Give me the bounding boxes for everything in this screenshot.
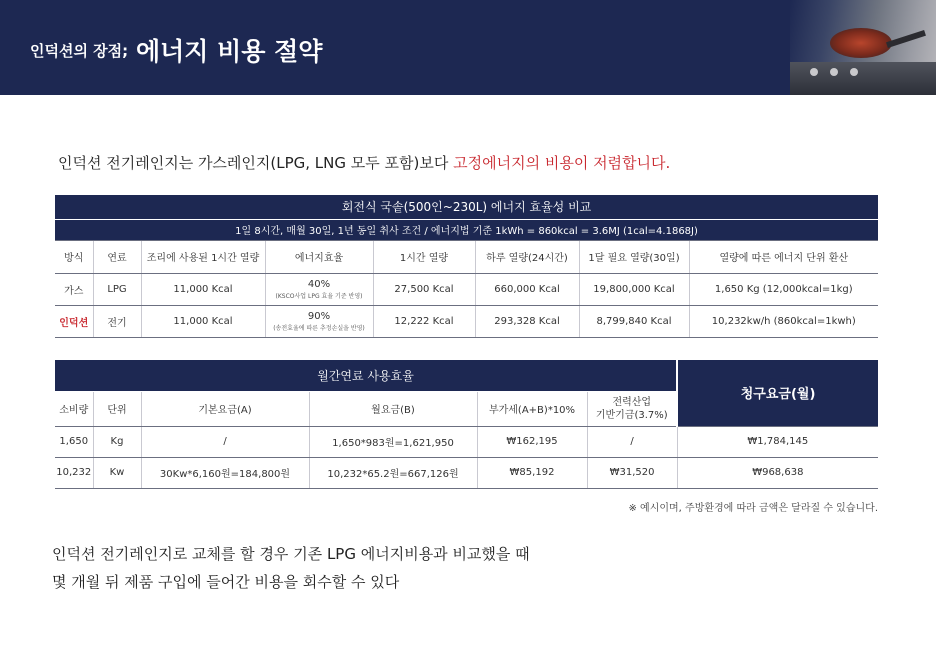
bill-cell: ₩1,784,145	[677, 426, 878, 457]
month-heat-cell: 19,800,000 Kcal	[579, 273, 689, 305]
column-header: 조리에 사용된 1시간 열량	[141, 240, 265, 273]
efficiency-cell	[265, 305, 373, 337]
efficiency-cell	[265, 273, 373, 305]
fuel-cell: 전기	[93, 305, 141, 337]
heat-used-cell: 11,000 Kcal	[141, 305, 265, 337]
column-header: 연료	[93, 240, 141, 273]
intro-highlight: 고정에너지의 비용이 저렴합니다.	[453, 154, 671, 172]
heat-used-cell: 11,000 Kcal	[141, 273, 265, 305]
column-header: 단위	[93, 391, 141, 426]
closing-line: 인덕션 전기레인지로 교체를 할 경우 기존 LPG 에너지비용과 비교했을 때	[52, 545, 530, 563]
usage-cell: 10,232	[55, 457, 93, 488]
column-header: 월요금(B)	[309, 391, 477, 426]
column-header: 전력산업 기반기금(3.7%)	[587, 391, 677, 426]
monthly-fee-cell: 1,650*983원=1,621,950	[309, 426, 477, 457]
knob-icon	[850, 68, 858, 76]
column-header: 방식	[55, 240, 93, 273]
energy-efficiency-table	[55, 195, 878, 338]
efficiency-value: 90%	[307, 310, 331, 322]
monthly-fuel-table	[55, 360, 878, 489]
knob-icon	[830, 68, 838, 76]
usage-cell: 1,650	[55, 426, 93, 457]
bill-cell: ₩968,638	[677, 457, 878, 488]
table1-title: 회전식 국솥(500인~230L) 에너지 효율성 비교	[55, 195, 878, 219]
day-heat-cell: 660,000 Kcal	[475, 273, 579, 305]
fund-cell: ₩31,520	[587, 457, 677, 488]
knob-icon	[810, 68, 818, 76]
column-header: 소비량	[55, 391, 93, 426]
pan-handle-image	[886, 30, 926, 48]
kitchen-photo	[790, 0, 936, 95]
efficiency-value: 40%	[307, 278, 331, 290]
column-header: 기본요금(A)	[141, 391, 309, 426]
table-row	[55, 273, 878, 305]
base-fee-cell: /	[141, 426, 309, 457]
column-header: 에너지효율	[265, 240, 373, 273]
bill-header: 청구요금(월)	[677, 360, 878, 426]
table-row	[55, 305, 878, 337]
table-row	[55, 457, 878, 488]
closing-text	[52, 540, 530, 596]
hour-heat-cell: 12,222 Kcal	[373, 305, 475, 337]
month-heat-cell: 8,799,840 Kcal	[579, 305, 689, 337]
hour-heat-cell: 27,500 Kcal	[373, 273, 475, 305]
table-row	[55, 426, 878, 457]
intro-text: 인덕션 전기레인지는 가스레인지(LPG, LNG 모두 포함)보다	[58, 154, 454, 172]
table1-header-row	[55, 240, 878, 273]
column-header: 1달 필요 열량(30일)	[579, 240, 689, 273]
conversion-cell: 10,232kw/h (860kcal=1kwh)	[689, 305, 878, 337]
table2-title: 월간연료 사용효율	[55, 360, 677, 391]
fund-cell: /	[587, 426, 677, 457]
base-fee-cell: 30Kw*6,160원=184,800원	[141, 457, 309, 488]
frying-pan-image	[830, 28, 892, 58]
page-header	[0, 0, 936, 95]
monthly-fee-cell: 10,232*65.2원=667,126원	[309, 457, 477, 488]
column-header: 부가세(A+B)*10%	[477, 391, 587, 426]
unit-cell: Kw	[93, 457, 141, 488]
method-cell: 가스	[55, 273, 93, 305]
unit-cell: Kg	[93, 426, 141, 457]
fuel-cell: LPG	[93, 273, 141, 305]
efficiency-note: (송전효율에 따른 추정손실을 반영)	[273, 324, 365, 332]
method-cell: 인덕션	[55, 305, 93, 337]
intro-sentence	[58, 152, 670, 173]
header-title: 에너지 비용 절약	[136, 37, 323, 66]
vat-cell: ₩162,195	[477, 426, 587, 457]
column-header: 1시간 열량	[373, 240, 475, 273]
column-header: 하루 열량(24시간)	[475, 240, 579, 273]
table1-condition: 1일 8시간, 매월 30일, 1년 동일 취사 조건 / 에너지법 기준 1kWh = 860kcal = 3.6MJ (1cal=4.1868J)	[55, 219, 878, 240]
day-heat-cell: 293,328 Kcal	[475, 305, 579, 337]
header-subtitle: 인덕션의 장점;	[30, 42, 129, 60]
column-header: 열량에 따른 에너지 단위 환산	[689, 240, 878, 273]
disclaimer-note: ※ 예시이며, 주방환경에 따라 금액은 달라질 수 있습니다.	[628, 503, 878, 514]
efficiency-note: (KSCO사업 LPG 효율 기준 반영)	[275, 292, 363, 300]
vat-cell: ₩85,192	[477, 457, 587, 488]
conversion-cell: 1,650 Kg (12,000kcal=1kg)	[689, 273, 878, 305]
closing-line: 몇 개월 뒤 제품 구입에 들어간 비용을 회수할 수 있다	[52, 573, 400, 591]
stove-counter-image	[790, 62, 936, 95]
